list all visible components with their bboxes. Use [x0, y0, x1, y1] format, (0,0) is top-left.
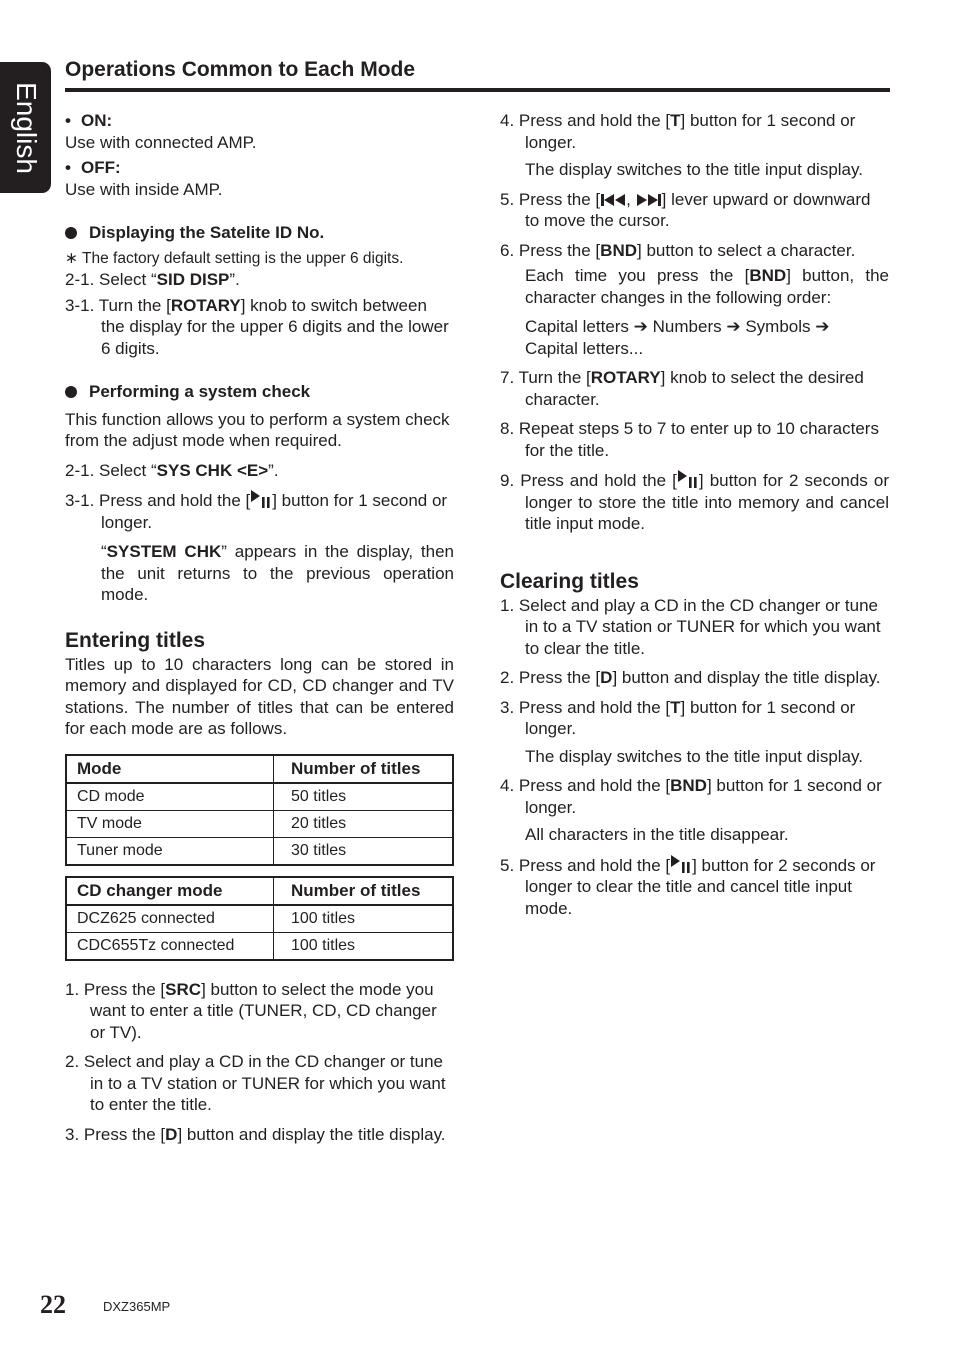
entering-step-6-note: Each time you press the [BND] button, the character changes in the following order:: [525, 266, 889, 307]
arrow-right-icon: ➔: [726, 317, 741, 336]
clearing-step-4-note: All characters in the title disappear.: [525, 825, 789, 844]
entering-step-7: 7. Turn the [ROTARY] knob to select the desired character.: [500, 368, 864, 409]
left-column: [65, 110, 454, 1145]
table-header-row: [66, 877, 453, 905]
entering-titles-intro: Titles up to 10 characters long can be stored in memory and displayed for CD, CD changer and TV stations. The number of titles that can be entered for each mode are as follows.: [65, 654, 454, 738]
page-section-title: Operations Common to Each Mode: [65, 58, 416, 81]
entering-step-8: 8. Repeat steps 5 to 7 to enter up to 10 characters for the title.: [500, 419, 879, 460]
sid-step-2: 2-1. Select “SID DISP”.: [65, 270, 240, 289]
table-header-cell: Number of titles: [274, 877, 454, 905]
clearing-step-3: 3. Press and hold the [T] button for 1 second or longer.: [500, 697, 856, 738]
cd-changer-titles-table: [65, 876, 454, 961]
sid-step-3: 3-1. Turn the [ROTARY] knob to switch between the display for the upper 6 digits and the lower 6 digits.: [65, 295, 449, 358]
entering-step-5: 5. Press the [ , ] lever upward or downward to move the cursor.: [500, 189, 871, 230]
clearing-step-5: 5. Press and hold the [ ] button for 2 seconds or longer to clear the title and cancel title input mode.: [500, 855, 876, 918]
on-option-label: • ON:: [65, 111, 113, 130]
bullet-circle-icon: [65, 227, 77, 239]
clearing-titles-heading: Clearing titles: [500, 569, 639, 593]
right-column: [500, 110, 889, 919]
table-cell: Tuner mode: [66, 837, 274, 865]
skip-next-icon: [636, 192, 662, 208]
table-cell: 100 titles: [274, 905, 454, 933]
off-option-label: • OFF:: [65, 158, 121, 177]
table-header-cell: Mode: [66, 755, 274, 783]
table-cell: 30 titles: [274, 837, 454, 865]
model-number: DXZ365MP: [103, 1299, 171, 1314]
clearing-step-4: 4. Press and hold the [BND] button for 1 second or longer.: [500, 776, 882, 817]
syscheck-intro: This function allows you to perform a system check from the adjust mode when required.: [65, 409, 450, 450]
entering-titles-heading: Entering titles: [65, 628, 206, 652]
table-cell: 50 titles: [274, 783, 454, 811]
play-pause-icon: [670, 854, 692, 874]
language-tab: [0, 62, 51, 193]
titles-per-mode-table: [65, 754, 454, 866]
table-row: [66, 810, 453, 837]
table-header-cell: Number of titles: [274, 755, 454, 783]
table-row: [66, 932, 453, 960]
syscheck-result: “SYSTEM CHK” appears in the display, then the unit returns to the previous operation mode.: [101, 542, 454, 604]
entering-step-2: 2. Select and play a CD in the CD changer or tune in to a TV station or TUNER for which you want to enter the title.: [65, 1052, 446, 1114]
syscheck-step-3: 3-1. Press and hold the [ ] button for 1 second or longer.: [65, 491, 448, 532]
header-divider: [65, 88, 890, 92]
bullet-circle-icon: [65, 386, 77, 398]
table-cell: DCZ625 connected: [66, 905, 274, 933]
sid-heading: Displaying the Satelite ID No.: [65, 222, 454, 244]
character-order: Capital letters ➔ Numbers ➔ Symbols ➔ Capital letters...: [525, 317, 830, 358]
arrow-right-icon: ➔: [815, 317, 830, 336]
entering-step-6: 6. Press the [BND] button to select a character.: [500, 240, 856, 260]
table-cell: 20 titles: [274, 810, 454, 837]
off-option-desc: Use with inside AMP.: [65, 179, 223, 199]
arrow-right-icon: ➔: [633, 317, 648, 336]
entering-step-4: 4. Press and hold the [T] button for 1 second or longer.: [500, 111, 856, 152]
table-cell: CD mode: [66, 783, 274, 811]
clearing-step-1: 1. Select and play a CD in the CD changer or tune in to a TV station or TUNER for which you want to clear the title.: [500, 595, 881, 658]
entering-step-3: 3. Press the [D] button and display the title display.: [65, 1124, 446, 1144]
table-cell: CDC655Tz connected: [66, 932, 274, 960]
table-row: [66, 905, 453, 933]
language-tab-label: English: [10, 81, 42, 174]
entering-step-1: 1. Press the [SRC] button to select the mode you want to enter a title (TUNER, CD, CD changer or TV).: [65, 979, 437, 1042]
play-pause-icon: [250, 489, 272, 509]
table-cell: 100 titles: [274, 932, 454, 960]
entering-step-4-note: The display switches to the title input display.: [525, 160, 863, 179]
clearing-step-3-note: The display switches to the title input display.: [525, 746, 863, 766]
table-cell: TV mode: [66, 810, 274, 837]
syscheck-step-2: 2-1. Select “SYS CHK <E>”.: [65, 460, 279, 480]
clearing-step-2: 2. Press the [D] button and display the title display.: [500, 668, 881, 687]
sid-note: ∗ The factory default setting is the upper 6 digits.: [65, 249, 404, 267]
table-header-cell: CD changer mode: [66, 877, 274, 905]
entering-step-9: 9. Press and hold the [ ] button for 2 seconds or longer to store the title into memory and cancel title input mode.: [500, 471, 889, 533]
table-row: [66, 783, 453, 811]
page-number: 22: [40, 1290, 66, 1319]
table-row: [66, 837, 453, 865]
skip-previous-icon: [600, 192, 626, 208]
on-option-desc: Use with connected AMP.: [65, 132, 257, 152]
table-header-row: [66, 755, 453, 783]
syscheck-heading: Performing a system check: [65, 381, 454, 403]
play-pause-icon: [677, 469, 699, 489]
